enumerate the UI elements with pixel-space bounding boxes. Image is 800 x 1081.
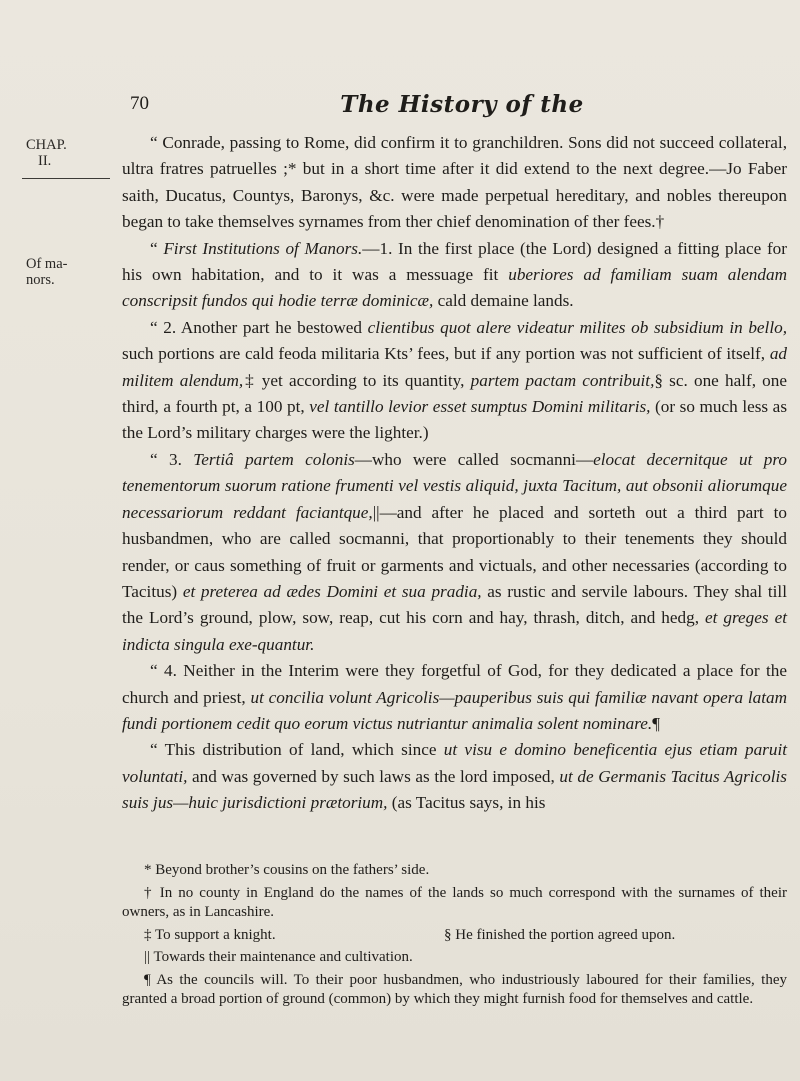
p3-seg: (or so much less as the Lord’s military charges were the lighter.) bbox=[122, 397, 788, 443]
paragraph-4 bbox=[122, 447, 787, 658]
chapter-label: CHAP. bbox=[26, 137, 67, 153]
p6-seg: and was governed by such laws as the lord imposed, bbox=[187, 766, 560, 786]
paragraph-3 bbox=[122, 315, 787, 447]
p2-seg: cald demaine lands. bbox=[433, 291, 574, 311]
p6-latin: ut de Germanis Tacitus Agricolis suis jus—huic jurisdictioni prætorium, bbox=[122, 766, 787, 813]
footnote-1: * Beyond brother’s cousins on the fathers’ side. bbox=[144, 862, 430, 878]
page-number: 70 bbox=[130, 93, 149, 114]
p4-latin: et greges et indicta singula exe-quantur. bbox=[122, 608, 787, 654]
p6-seg: (as Tacitus says, in his bbox=[387, 793, 546, 813]
footnote-4: § He finished the portion agreed upon. bbox=[444, 926, 676, 943]
p4-seg: ||—and after he placed and sorteth out a third part to husbandmen, who are called socmanni, that proportionably to their tenements they should render, or caus something of fruit or garments and victuals, and other necessaries (according to Tacitus) bbox=[122, 502, 787, 601]
running-title: The History of the bbox=[340, 91, 584, 118]
p4-latin: Tertiâ partem colonis bbox=[193, 449, 355, 469]
p3-latin: partem pactam contribuit, bbox=[470, 370, 655, 390]
p6-seg: “ This distribution of land, which since bbox=[150, 740, 444, 760]
footnotes bbox=[122, 861, 787, 1013]
p4-seg: “ 3. bbox=[150, 449, 194, 469]
paragraph-6 bbox=[122, 737, 787, 816]
paragraph-2 bbox=[122, 236, 787, 315]
p3-seg: ‡ yet according to its quantity, bbox=[243, 370, 471, 390]
p2-heading: First Institutions of Manors. bbox=[163, 238, 363, 258]
p4-seg: —who were called socmanni— bbox=[354, 449, 594, 469]
p5-latin: ut concilia volunt Agricolis—pauperibus suis qui familiæ navant opera latam fundi portionem cedit quo eorum victus nutriantur animalia solent nominare. bbox=[122, 687, 787, 733]
sidenote-rule bbox=[22, 178, 110, 179]
footnote-2: † In no county in England do the names of the lands so much correspond with the surnames of their owners, as in Lancashire. bbox=[122, 884, 787, 920]
p6-latin: ut visu e domino beneficentia ejus etiam paruit voluntati, bbox=[122, 740, 787, 786]
manors-sidenote-line2: nors. bbox=[26, 272, 55, 288]
p3-latin: clientibus quot alere videatur milites ob subsidium in bello, bbox=[367, 317, 787, 337]
p2-latin: uberiores ad familiam suam alendam conscripsit fundos qui hodie terræ dominicæ, bbox=[122, 265, 787, 311]
chapter-number: II. bbox=[38, 153, 52, 169]
footnote-6: ¶ As the councils will. To their poor husbandmen, who industriously laboured for their families, they granted a broad portion of ground (common) by which they might furnish food for themselves and cattle. bbox=[122, 971, 787, 1007]
footnote-5: || Towards their maintenance and cultivation. bbox=[144, 949, 413, 965]
p3-latin: ad militem alendum, bbox=[122, 344, 787, 390]
footnote-row bbox=[122, 926, 787, 946]
p4-latin: et preterea ad ædes Domini et sua pradia, bbox=[182, 581, 482, 601]
p3-latin: vel tantillo levior esset sumptus Domini militaris, bbox=[309, 397, 651, 417]
p3-seg: “ 2. Another part he bestowed bbox=[150, 317, 368, 337]
p2-seg: —1. In the first place (the Lord) designed a fitting place for his own habitation, and to it was a messuage fit bbox=[122, 238, 787, 285]
p5-seg: ¶ bbox=[652, 713, 661, 733]
main-text bbox=[122, 130, 787, 817]
p2-seg: “ bbox=[150, 238, 164, 258]
running-head bbox=[122, 93, 782, 123]
p3-seg: such portions are cald feoda militaria Kts’ fees, but if any portion was not sufficient of itself, bbox=[122, 344, 770, 364]
manors-sidenote bbox=[26, 256, 106, 288]
manors-sidenote-line1: Of ma- bbox=[26, 256, 68, 272]
p3-seg: § sc. one half, one third, a fourth pt, a 100 pt, bbox=[122, 370, 788, 417]
footnote-3: ‡ To support a knight. bbox=[144, 926, 276, 943]
p5-seg: “ 4. Neither in the Interim were they forgetful of God, for they dedicated a place for the church and priest, bbox=[122, 661, 787, 707]
paragraph-5 bbox=[122, 658, 787, 737]
p4-seg: as rustic and servile labours. They shal till the Lord’s ground, plow, sow, reap, cut his corn and hay, thrash, ditch, and hedg, bbox=[122, 581, 787, 628]
paragraph-1: “ Conrade, passing to Rome, did confirm it to granchildren. Sons did not succeed collateral, ultra fratres patruelles ;* but in a short time after it did extend to the next degree.—Jo Faber saith, Ducatus, Countys, Baronys, &c. were made perpetual hereditary, and nobles thereupon began to take themselves syrnames from ther chief denomination of ther fees.† bbox=[122, 133, 787, 232]
p4-latin: elocat decernitque ut pro tenementorum suorum ratione frumenti vel vestis aliquid, juxta Tacitum, aut obsonii aliorumque necessariorum reddant faciantque, bbox=[122, 449, 787, 522]
chapter-sidenote bbox=[26, 137, 106, 169]
